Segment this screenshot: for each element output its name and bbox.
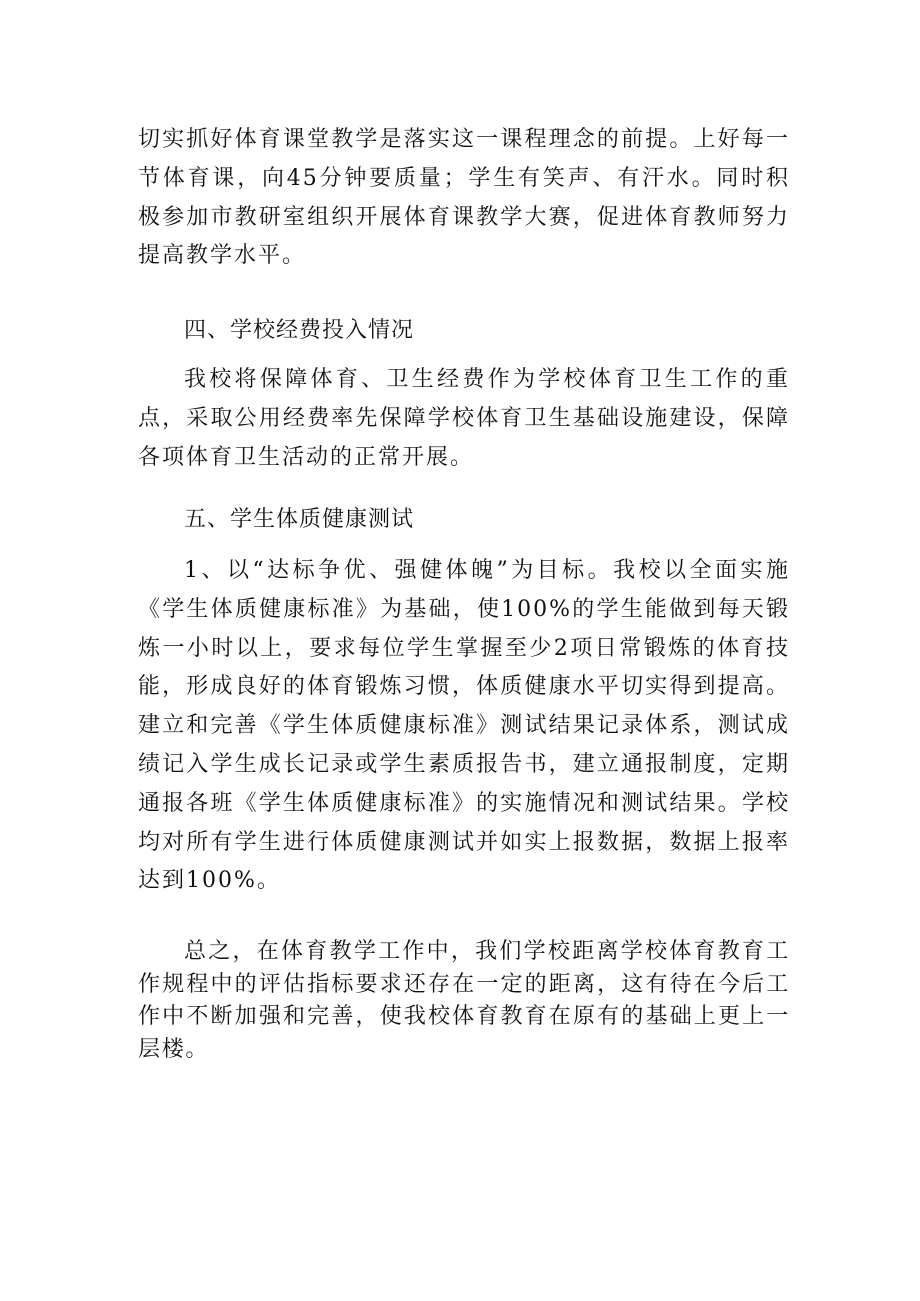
paragraph-classroom-teaching: 切实抓好体育课堂教学是落实这一课程理念的前提。上好每一节体育课，向45分钟要质量；学生有笑声、有汗水。同时积极参加市教研室组织开展体育课教学大赛，促进体育教师努力提高教学水平。 [138, 127, 790, 269]
paragraph-funding: 我校将保障体育、卫生经费作为学校体育卫生工作的重点，采取公用经费率先保障学校体育卫生基础设施建设，保障各项体育卫生活动的正常开展。 [138, 367, 790, 470]
section-heading-funding: 四、学校经费投入情况 [184, 318, 415, 343]
paragraph-summary: 总之，在体育教学工作中，我们学校距离学校体育教育工作规程中的评估指标要求还存在一定的距离，这有待在今后工作中不断加强和完善，使我校体育教育在原有的基础上更上一层楼。 [138, 939, 790, 1062]
section-heading-health-testing: 五、学生体质健康测试 [184, 507, 415, 532]
paragraph-health-testing: 1、以“达标争优、强健体魄”为目标。我校以全面实施《学生体质健康标准》为基础，使100%的学生能做到每天锻炼一小时以上，要求每位学生掌握至少2项日常锻炼的体育技能，形成良好的体育锻炼习惯，体质健康水平切实得到提高。建立和完善《学生体质健康标准》测试结果记录体系，测试成绩记入学生成长记录或学生素质报告书，建立通报制度，定期通报各班《学生体质健康标准》的实施情况和测试结果。学校均对所有学生进行体质健康测试并如实上报数据，数据上报率达到100%。 [138, 558, 790, 894]
